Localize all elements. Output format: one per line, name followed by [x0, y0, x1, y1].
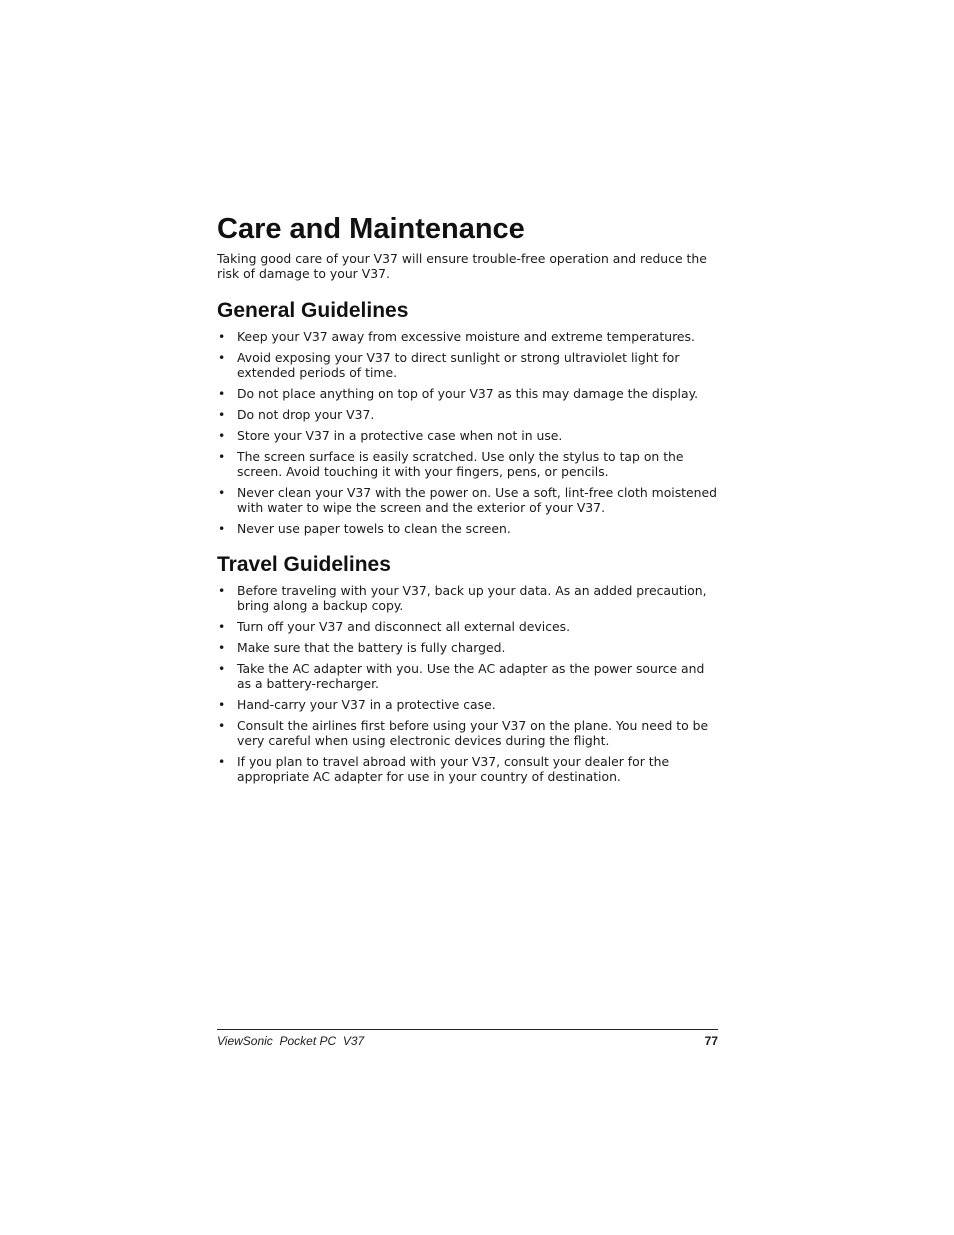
- page-footer: [217, 1029, 718, 1048]
- footer-product-name: ViewSonic Pocket PC V37: [217, 1034, 365, 1048]
- list-item: • Turn off your V37 and disconnect all external devices.: [217, 619, 718, 634]
- intro-paragraph: Taking good care of your V37 will ensure trouble-free operation and reduce the risk of damage to your V37.: [217, 251, 707, 281]
- page-content: [217, 211, 718, 790]
- list-item: • Store your V37 in a protective case when not in use.: [217, 428, 718, 443]
- list-item: • Make sure that the battery is fully charged.: [217, 640, 718, 655]
- general-guidelines-list: [217, 329, 718, 536]
- travel-guidelines-list: [217, 583, 718, 784]
- list-item: • Never use paper towels to clean the screen.: [217, 521, 718, 536]
- page-title: Care and Maintenance: [217, 213, 525, 245]
- list-item: • Do not place anything on top of your V37 as this may damage the display.: [217, 386, 718, 401]
- list-item: • Do not drop your V37.: [217, 407, 718, 422]
- travel-guidelines-heading: Travel Guidelines: [217, 553, 391, 576]
- list-item: • If you plan to travel abroad with your V37, consult your dealer for the appropriate AC adapter for use in your country of destination.: [217, 754, 718, 784]
- list-item: • The screen surface is easily scratched. Use only the stylus to tap on the screen. Avoid touching it with your fingers, pens, or pencils.: [217, 449, 718, 479]
- list-item: • Before traveling with your V37, back up your data. As an added precaution, bring along a backup copy.: [217, 583, 718, 613]
- list-item: • Take the AC adapter with you. Use the AC adapter as the power source and as a battery-recharger.: [217, 661, 718, 691]
- list-item: • Avoid exposing your V37 to direct sunlight or strong ultraviolet light for extended periods of time.: [217, 350, 718, 380]
- list-item: • Hand-carry your V37 in a protective case.: [217, 697, 718, 712]
- list-item: • Keep your V37 away from excessive moisture and extreme temperatures.: [217, 329, 718, 344]
- list-item: • Never clean your V37 with the power on. Use a soft, lint-free cloth moistened with water to wipe the screen and the exterior of your V37.: [217, 485, 718, 515]
- page-number: 77: [704, 1034, 718, 1048]
- list-item: • Consult the airlines first before using your V37 on the plane. You need to be very careful when using electronic devices during the flight.: [217, 718, 718, 748]
- general-guidelines-heading: General Guidelines: [217, 299, 409, 322]
